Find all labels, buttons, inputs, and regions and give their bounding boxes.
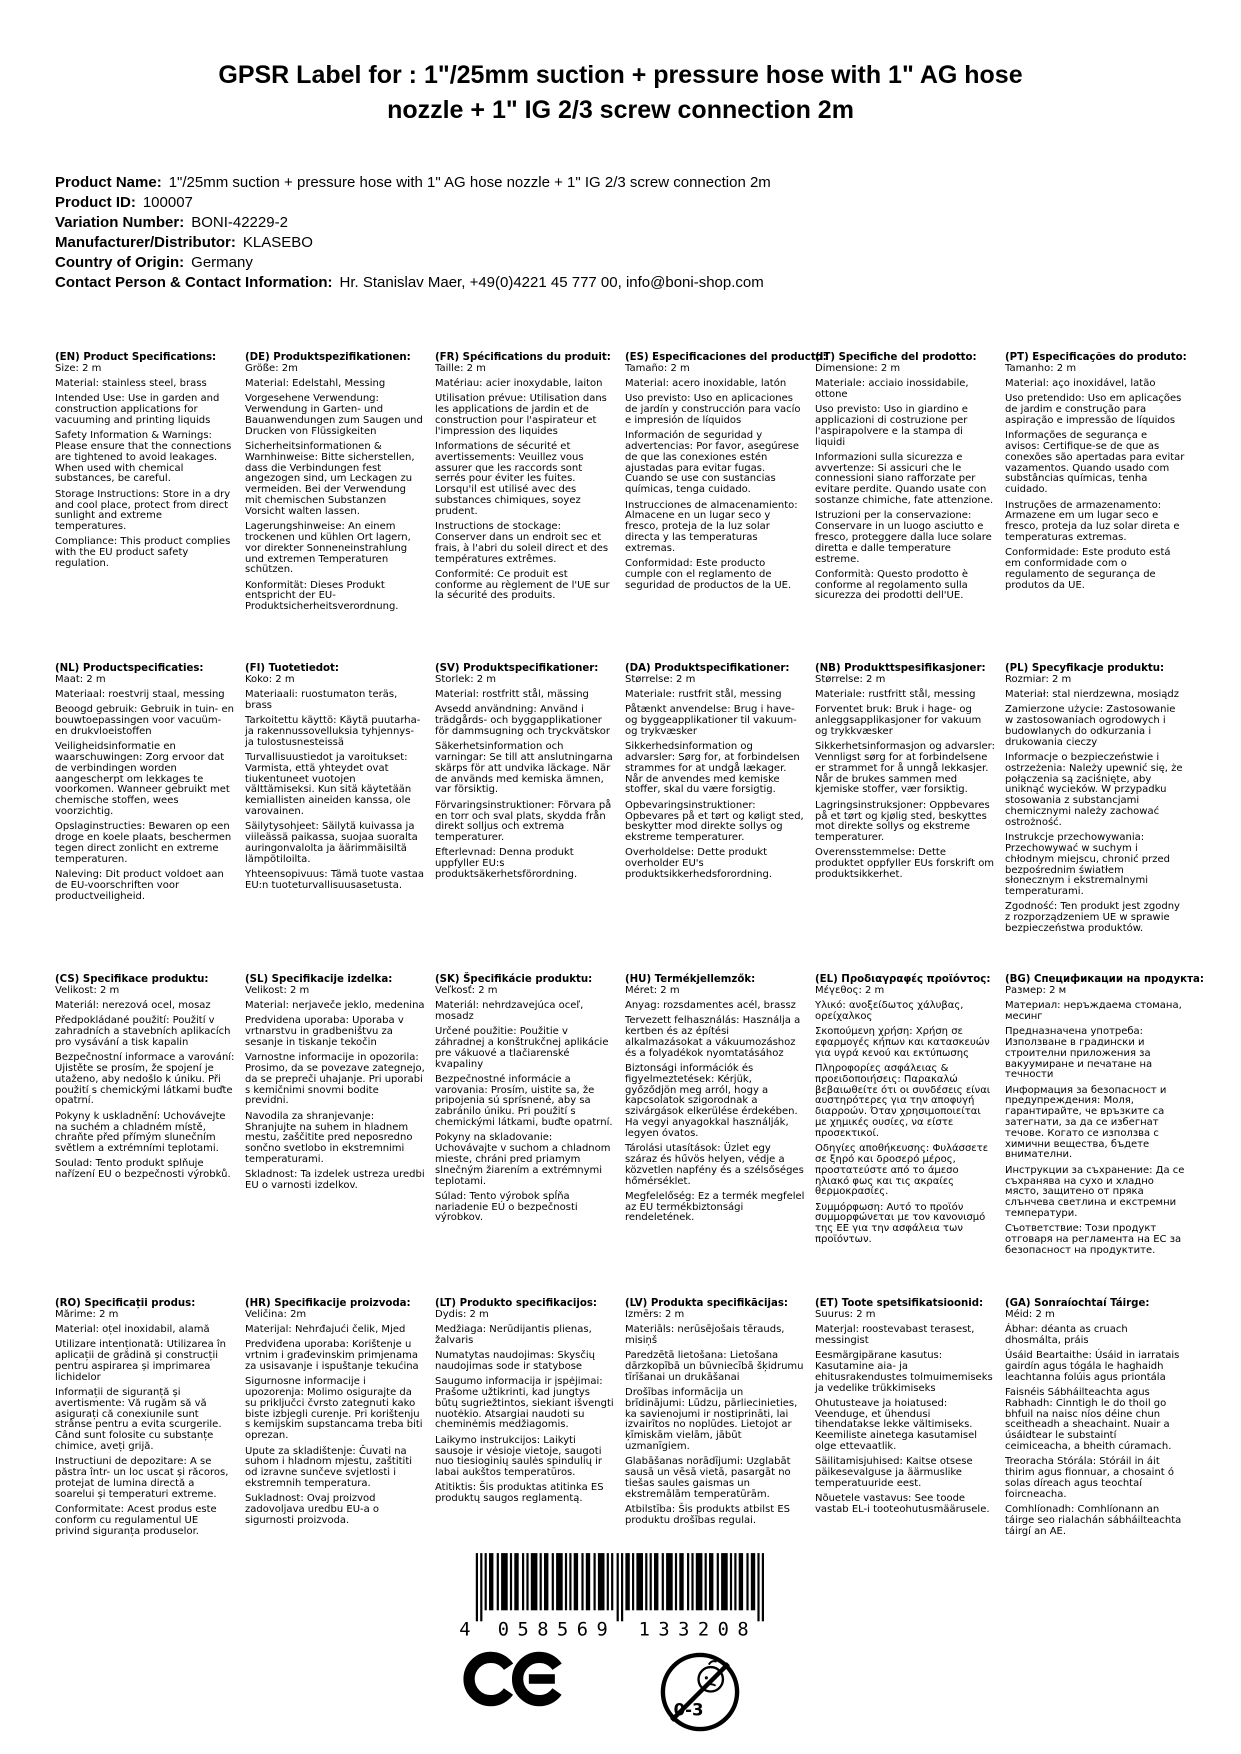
block-paragraph: Opslaginstructies: Bewaren op een droge en koele plaats, beschermen tegen direct zonlicht en extreme temperaturen. bbox=[55, 821, 232, 865]
block-paragraph: Säilytysohjeet: Säilytä kuivassa ja viileässä paikassa, suojaa suoralta auringonvalolta ja äärimmäisiltä lämpötiloilta. bbox=[245, 821, 418, 865]
block-paragraph: Dimensione: 2 m bbox=[815, 362, 901, 374]
block-paragraph: Úsáid Beartaithe: Úsáid in iarratais gairdín agus tógála le haghaidh leachtanna folúis agus priontála bbox=[1005, 1350, 1180, 1383]
product-info bbox=[55, 173, 1186, 293]
block-paragraph: Numatytas naudojimas: Skysčių naudojimas sode ir statybose bbox=[435, 1350, 595, 1372]
block-paragraph: Instructions de stockage: Conserver dans un endroit sec et frais, à l'abri du soleil direct et des températures extrêmes. bbox=[435, 521, 609, 565]
block-paragraph: Zamierzone użycie: Zastosowanie w zastosowaniach ogrodowych i budowlanych do odkurzania i drukowania cieczy bbox=[1005, 704, 1176, 748]
product-id-value: 100007 bbox=[142, 194, 193, 211]
language-block-de bbox=[245, 353, 425, 664]
manufacturer-value: KLASEBO bbox=[242, 234, 313, 251]
block-paragraph: Varnostne informacije in opozorila: Prosimo, da se povezave zategnejo, da se prepreči uhajanje. Pri uporabi s kemičnimi snovmi bodite previdni. bbox=[245, 1052, 425, 1107]
block-header: (NL) Productspecificaties: bbox=[55, 663, 204, 674]
block-paragraph: Storage Instructions: Store in a dry and cool place, protect from direct sunlight and extreme temperatures. bbox=[55, 488, 231, 533]
block-header: (ET) Toote spetsifikatsioonid: bbox=[815, 1298, 984, 1309]
product-name-label: Product Name: bbox=[55, 174, 162, 191]
contact-value: Hr. Stanislav Maer, +49(0)4221 45 777 00, info@boni-shop.com bbox=[339, 274, 764, 291]
language-block-pt bbox=[1005, 353, 1185, 664]
block-paragraph: Laikymo instrukcijos: Laikyti sausoje ir vėsioje vietoje, saugoti nuo tiesioginių saulės spindulių ir labai aukštos temperatūros. bbox=[435, 1434, 603, 1479]
ce-mark-icon bbox=[463, 1651, 567, 1707]
block-paragraph: Material: Edelstahl, Messing bbox=[245, 378, 386, 390]
block-paragraph: Atitiktis: Šis produktas atitinka ES produktų saugos reglamentą. bbox=[435, 1482, 604, 1505]
block-paragraph: Säilitamisjuhised: Kaitse otsese päikesevalguse ja äärmuslike temperatuuride eest. bbox=[815, 1456, 973, 1489]
block-paragraph: Tarkoitettu käyttö: Käytä puutarha- ja rakennussovelluksia tyhjennys- ja tulostusnesteissä bbox=[245, 715, 421, 748]
block-paragraph: Materiaali: ruostumaton teräs, brass bbox=[245, 689, 398, 711]
block-paragraph: Méret: 2 m bbox=[625, 984, 680, 996]
block-paragraph: Intended Use: Use in garden and construction applications for vacuuming and printing liquids bbox=[55, 393, 220, 426]
block-paragraph: Dydis: 2 m bbox=[435, 1308, 489, 1320]
block-paragraph: Μέγεθος: 2 m bbox=[815, 984, 885, 996]
product-name-row bbox=[55, 173, 1186, 193]
block-paragraph: Информация за безопасност и предупреждения: Моля, гарантирайте, че връзките са затегнати, за да се избегнат течове. Когато се използва с химични вещества, бъдете внимателни. bbox=[1005, 1084, 1167, 1161]
block-header: (IT) Specifiche del prodotto: bbox=[815, 352, 977, 363]
block-paragraph: Utilisation prévue: Utilisation dans les applications de jardin et de construction pour l'aspirateur et l'impression des liquides bbox=[435, 393, 607, 437]
language-block-lv bbox=[625, 1299, 805, 1537]
block-paragraph: Materiale: acciaio inossidabile, ottone bbox=[815, 378, 969, 400]
block-paragraph: Navodila za shranjevanje: Shranjujte na suhem in hladnem mestu, zaščitite pred neposredno sončno svetlobo in ekstremnimi temperaturami. bbox=[245, 1110, 413, 1165]
language-block-it bbox=[815, 353, 995, 664]
block-paragraph: Instrucciones de almacenamiento: Almacene en un lugar seco y fresco, proteja de la luz solar directa y las temperaturas extremas. bbox=[625, 499, 798, 554]
block-paragraph: Sikkerhedsinformation og advarsler: Sørg for, at forbindelsen strammes for at undgå lækager. Når de anvendes med kemiske stoffer, skal du være forsigtig. bbox=[625, 741, 800, 796]
block-paragraph: Συμμόρφωση: Αυτό το προϊόν συμμορφώνεται με τον κανονισμό της ΕΕ για την ασφάλεια των προϊόντων. bbox=[815, 1201, 986, 1246]
block-paragraph: Σκοπούμενη χρήση: Χρήση σε εφαρμογές κήπων και κατασκευών για υγρά κενού και εκτύπωσης bbox=[815, 1026, 990, 1059]
block-paragraph: Súlad: Tento výrobok spĺňa nariadenie EÚ o bezpečnosti výrobkov. bbox=[435, 1190, 578, 1224]
block-paragraph: Bezpečnostní informace a varování: Ujistěte se prosím, že spojení je utaženo, aby nedošlo k úniku. Při použití s chemickými látkami buďte opatrní. bbox=[55, 1052, 235, 1107]
block-header: (LV) Produkta specifikācijas: bbox=[625, 1298, 788, 1309]
language-block-fi bbox=[245, 664, 425, 975]
block-paragraph: Safety Information & Warnings: Please ensure that the connections are tightened to avoid leakages. When used with chemical substances, be careful. bbox=[55, 430, 232, 485]
block-header: (ES) Especificaciones del producto: bbox=[625, 352, 827, 363]
block-header: (HR) Specifikacije proizvoda: bbox=[245, 1298, 411, 1309]
block-paragraph: Sukladnost: Ovaj proizvod zadovoljava uredbu EU-a o sigurnosti proizvoda. bbox=[245, 1493, 380, 1526]
variation-number-row bbox=[55, 213, 1186, 233]
language-block-en bbox=[55, 353, 235, 664]
block-paragraph: Medžiaga: Nerūdijantis plienas, žalvaris bbox=[435, 1324, 592, 1346]
block-paragraph: Treoracha Stórála: Stóráil in áit thirim agus fionnuar, a chosaint ó solas díreach agus teochtaí foircneacha. bbox=[1005, 1456, 1175, 1500]
block-paragraph: Pokyny k uskladnění: Uchovávejte na suchém a chladném místě, chraňte před přímým slunečním světlem a extrémními teplotami. bbox=[55, 1110, 226, 1155]
block-paragraph: Méid: 2 m bbox=[1005, 1308, 1055, 1320]
product-id-label: Product ID: bbox=[55, 194, 136, 211]
manufacturer-row bbox=[55, 233, 1186, 253]
block-header: (RO) Specificații produs: bbox=[55, 1298, 196, 1309]
block-paragraph: Materiaal: roestvrij staal, messing bbox=[55, 689, 225, 701]
block-paragraph: Materiál: nerezová ocel, mosaz bbox=[55, 1000, 211, 1012]
block-paragraph: Materiale: rustfritt stål, messing bbox=[815, 689, 976, 701]
block-header: (SL) Specifikacije izdelka: bbox=[245, 974, 393, 985]
language-block-hu bbox=[625, 975, 805, 1299]
block-paragraph: Efterlevnad: Denna produkt uppfyller EU:s produktsäkerhetsförordning. bbox=[435, 847, 578, 881]
language-block-sv bbox=[435, 664, 615, 975]
block-paragraph: Lagringsinstruksjoner: Oppbevares på et tørt og kjølig sted, beskyttes mot direkte sollys og ekstreme temperaturer. bbox=[815, 799, 990, 844]
block-paragraph: Conformité: Ce produit est conforme au règlement de l'UE sur la sécurité des produits. bbox=[435, 568, 610, 602]
block-paragraph: Съответствие: Този продукт отговаря на регламента на ЕС за безопасност на продуктите. bbox=[1005, 1223, 1182, 1256]
block-paragraph: Größe: 2m bbox=[245, 362, 298, 374]
language-block-fr bbox=[435, 353, 615, 664]
block-paragraph: Materiale: rustfrit stål, messing bbox=[625, 689, 782, 701]
block-paragraph: Konformität: Dieses Produkt entspricht der EU-Produktsicherheitsverordnung. bbox=[245, 579, 399, 613]
age-warning-0-3-icon bbox=[659, 1651, 741, 1733]
page-title-line1: GPSR Label for : 1"/25mm suction + pressure hose with 1" AG hose bbox=[218, 61, 1023, 89]
block-paragraph: Storlek: 2 m bbox=[435, 673, 497, 685]
block-paragraph: Material: stainless steel, brass bbox=[55, 378, 207, 390]
barcode bbox=[55, 1553, 1186, 1639]
block-paragraph: Påtænkt anvendelse: Brug i have- og byggeapplikationer til vakuum- og trykvæsker bbox=[625, 704, 797, 737]
block-paragraph: Rozmiar: 2 m bbox=[1005, 673, 1072, 685]
barcode-icon bbox=[456, 1553, 786, 1639]
block-paragraph: Veiligheidsinformatie en waarschuwingen: Zorg ervoor dat de verbindingen worden aangescherpt om lekkages te voorkomen. Wanneer gebruikt met chemische stoffen, wees voorzichtig. bbox=[55, 741, 230, 818]
block-paragraph: Instruções de armazenamento: Armazene em um lugar seco e fresco, proteja da luz solar direta e temperaturas extremas. bbox=[1005, 499, 1180, 543]
block-paragraph: Sicherheitsinformationen & Warnhinweise: Bitte sicherstellen, dass die Verbindungen fest angezogen sind, um Leckagen zu vermeiden. Bei der Verwendung mit chemischen Substanzen Vorsicht walten lassen. bbox=[245, 441, 415, 517]
block-paragraph: Materiał: stal nierdzewna, mosiądz bbox=[1005, 689, 1179, 701]
variation-number-value: BONI-42229-2 bbox=[191, 214, 288, 231]
block-paragraph: Atbilstība: Šis produkts atbilst ES produktu drošības regulai. bbox=[625, 1504, 791, 1526]
language-block-ro bbox=[55, 1299, 235, 1537]
block-paragraph: Paredzētā lietošana: Lietošana dārzkopībā un būvniecībā šķidrumu tīrīšanai un drukāšanai bbox=[625, 1350, 804, 1383]
block-paragraph: Tervezett felhasználás: Használja a kertben és az építési alkalmazásokat a vákuumozáshoz és a folyadékok nyomtatásához bbox=[625, 1015, 801, 1059]
language-block-sl bbox=[245, 975, 425, 1299]
country-of-origin-value: Germany bbox=[191, 254, 253, 271]
block-paragraph: Istruzioni per la conservazione: Conservare in un luogo asciutto e fresco, proteggere dalla luce solare diretta e dalle temperature estreme. bbox=[815, 510, 992, 565]
block-paragraph: Size: 2 m bbox=[55, 362, 102, 374]
block-paragraph: Koko: 2 m bbox=[245, 673, 295, 685]
block-paragraph: Comhlíonadh: Comhlíonann an táirge seo rialachán sábháilteachta táirgí an AE. bbox=[1005, 1504, 1182, 1537]
block-paragraph: Informações de segurança e avisos: Certifique-se de que as conexões são apertadas para evitar vazamentos. Quando usado com substâncias químicas, tenha cuidado. bbox=[1005, 430, 1185, 496]
block-paragraph: Maat: 2 m bbox=[55, 673, 106, 685]
block-paragraph: Material: acero inoxidable, latón bbox=[625, 378, 787, 390]
block-paragraph: Materjal: roostevabast terasest, messingist bbox=[815, 1324, 975, 1346]
page-title-line2: nozzle + 1" IG 2/3 screw connection 2m bbox=[387, 95, 854, 124]
block-paragraph: Uso pretendido: Uso em aplicações de jardim e construção para aspiração e impressão de líquidos bbox=[1005, 393, 1182, 426]
block-paragraph: Beoogd gebruik: Gebruik in tuin- en bouwtoepassingen voor vacuüm- en drukvloeistoffen bbox=[55, 704, 234, 737]
block-header: (CS) Specifikace produktu: bbox=[55, 974, 209, 985]
block-paragraph: Drošības informācija un brīdinājumi: Lūdzu, pārliecinieties, ka savienojumi ir nostiprināti, lai izvairītos no noplūdes. Lietojot ar ķīmiskām vielām, jābūt uzmanīgiem. bbox=[625, 1387, 798, 1453]
block-paragraph: Velikost: 2 m bbox=[55, 984, 120, 996]
block-paragraph: Taille: 2 m bbox=[435, 362, 486, 374]
block-header: (PL) Specyfikacje produktu: bbox=[1005, 663, 1165, 674]
block-paragraph: Størrelse: 2 m bbox=[815, 673, 886, 685]
block-paragraph: Conformità: Questo prodotto è conforme al regolamento sulla sicurezza dei prodotti dell'UE. bbox=[815, 568, 969, 602]
contact-row bbox=[55, 273, 1186, 293]
block-paragraph: Instrukcje przechowywania: Przechowywać w suchym i chłodnym miejscu, chronić przed bezpośrednim światłem słonecznym i ekstremalnymi temperaturami. bbox=[1005, 832, 1171, 898]
block-paragraph: Säkerhetsinformation och varningar: Se till att anslutningarna skärps för att undvika läckage. När de används med kemiska ämnen, var försiktig. bbox=[435, 741, 613, 796]
page-title bbox=[55, 58, 1186, 127]
block-paragraph: Forventet bruk: Bruk i hage- og anleggsapplikasjoner for vakuum og trykkvæsker bbox=[815, 704, 982, 737]
block-paragraph: Materijal: Nehrđajući čelik, Mjed bbox=[245, 1324, 406, 1336]
block-paragraph: Ábhar: déanta as cruach dhosmálta, práis bbox=[1005, 1324, 1128, 1346]
block-paragraph: Faisnéis Sábháilteachta agus Rabhadh: Cinntigh le do thoil go bhfuil na naisc níos déine chun sceitheadh a sheachaint. Nuair a úsáidtear le substaintí ceimiceacha, a bheith cúramach. bbox=[1005, 1387, 1172, 1453]
block-paragraph: Veľkosť: 2 m bbox=[435, 984, 498, 996]
variation-number-label: Variation Number: bbox=[55, 214, 185, 231]
block-paragraph: Predvidena uporaba: Uporaba v vrtnarstvu in gradbeništvu za sesanje in tiskanje tekočin bbox=[245, 1015, 404, 1048]
age-warning-text: 0-3 bbox=[673, 1700, 704, 1720]
block-paragraph: Πληροφορίες ασφάλειας & προειδοποιήσεις: Παρακαλώ βεβαιωθείτε ότι οι συνδέσεις είναι αυστηρότερες για την αποφυγή διαρροών. Όταν χρησιμοποιείται με χημικές ουσίες, να είστε προσεκτικοί. bbox=[815, 1063, 991, 1139]
block-paragraph: Conformidade: Este produto está em conformidade com o regulamento de segurança de produtos da UE. bbox=[1005, 547, 1171, 591]
block-paragraph: Upute za skladištenje: Čuvati na suhom i hladnom mjestu, zaštititi od izravne sunčeve svjetlosti i ekstremnih temperatura. bbox=[245, 1445, 413, 1489]
block-header: (LT) Produkto specifikacijos: bbox=[435, 1298, 597, 1309]
block-paragraph: Материал: неръждаема стомана, месинг bbox=[1005, 1000, 1182, 1022]
block-paragraph: Veličina: 2m bbox=[245, 1308, 307, 1320]
barcode-group2: 133208 bbox=[638, 1620, 749, 1640]
block-paragraph: Sigurnosne informacije i upozorenja: Molimo osigurajte da su priključci čvrsto zategnuti kako biste izbjegli curenje. Pri korištenju s kemijskim supstancama treba biti oprezan. bbox=[245, 1376, 423, 1442]
block-paragraph: Förvaringsinstruktioner: Förvara på en torr och sval plats, skydda från direkt solljus och extrema temperaturer. bbox=[435, 799, 612, 844]
block-paragraph: Izmērs: 2 m bbox=[625, 1308, 685, 1320]
block-paragraph: Material: rostfritt stål, mässing bbox=[435, 689, 589, 701]
block-paragraph: Предназначена употреба: Използване в градински и строителни приложения за вакуумиране и печатане на течности bbox=[1005, 1026, 1153, 1081]
block-paragraph: Anyag: rozsdamentes acél, brassz bbox=[625, 1000, 796, 1012]
block-paragraph: Størrelse: 2 m bbox=[625, 673, 696, 685]
block-paragraph: Suurus: 2 m bbox=[815, 1308, 876, 1320]
language-block-pl bbox=[1005, 664, 1185, 975]
block-paragraph: Sikkerhetsinformasjon og advarsler: Vennligst sørg for at forbindelsene er strammet for å unngå lekkasjer. Når de brukes sammen med kjemiske stoffer, vær forsiktig. bbox=[815, 741, 995, 796]
language-block-da bbox=[625, 664, 805, 975]
block-header: (HU) Termékjellemzők: bbox=[625, 974, 756, 985]
language-block-es bbox=[625, 352, 827, 664]
block-paragraph: Instructiuni de depozitare: A se păstra într- un loc uscat și răcoros, protejat de lumina directă a soarelui și temperaturi extreme. bbox=[55, 1456, 229, 1500]
block-header: (FR) Spécifications du produit: bbox=[435, 352, 611, 363]
block-paragraph: Yhteensopivuus: Tämä tuote vastaa EU:n tuoteturvallisuusasetusta. bbox=[245, 869, 424, 891]
manufacturer-label: Manufacturer/Distributor: bbox=[55, 234, 236, 251]
block-paragraph: Informazioni sulla sicurezza e avvertenze: Si assicuri che le connessioni siano rafforzate per evitare perdite. Quando usate con sostanze chimiche, fate attenzione. bbox=[815, 451, 994, 507]
block-paragraph: Biztonsági információk és figyelmeztetések: Kérjük, győződjön meg arról, hogy a kapcsolatok szigorodnak a szivárgások elkerülése érdekében. Ha vegyi anyagokkal használják, legyen óvatos. bbox=[625, 1063, 798, 1139]
block-paragraph: Vorgesehene Verwendung: Verwendung in Garten- und Bauanwendungen zum Saugen und Drucken von Flüssigkeiten bbox=[245, 393, 423, 437]
language-block-cs bbox=[55, 975, 235, 1299]
country-of-origin-label: Country of Origin: bbox=[55, 254, 185, 271]
block-paragraph: Eesmärgipärane kasutus: Kasutamine aia- ja ehitusrakendustes tolmuimemiseks ja vedelike trükkimiseks bbox=[815, 1350, 993, 1394]
block-header: (FI) Tuotetiedot: bbox=[245, 663, 339, 674]
block-header: (SV) Produktspecifikationer: bbox=[435, 663, 599, 674]
contact-label: Contact Person & Contact Information: bbox=[55, 274, 333, 291]
barcode-digit-left: 4 bbox=[458, 1620, 471, 1640]
block-paragraph: Nõuetele vastavus: See toode vastab EL-i tooteohutusmäärusele. bbox=[815, 1493, 990, 1516]
block-header: (PT) Especificações do produto: bbox=[1005, 352, 1187, 363]
block-paragraph: Velikost: 2 m bbox=[245, 984, 310, 996]
block-paragraph: Informations de sécurité et avertissements: Veuillez vous assurer que les raccords sont serrés pour éviter les fuites. Lorsqu'il est utilisé avec des substances chimiques, soyez prudent. bbox=[435, 441, 584, 517]
block-paragraph: Informații de siguranță și avertismente: Vă rugăm să vă asigurați că conexiunile sunt strânse pentru a evita scurgerile. Când sunt folosite cu substanțe chimice, aveți grijă. bbox=[55, 1387, 222, 1453]
block-paragraph: Инструкции за съхранение: Да се съхранява на сухо и хладно място, защитено от пряка слънчева светлина и екстремни температури. bbox=[1005, 1164, 1185, 1219]
compliance-marks bbox=[463, 1651, 1186, 1733]
block-paragraph: Turvallisuustiedot ja varoitukset: Varmista, että yhteydet ovat tiukentuneet vuotojen välttämiseksi. Kun sitä käytetään kemiallisten aineiden kanssa, ole varovainen. bbox=[245, 752, 412, 818]
block-paragraph: Predviđena uporaba: Korištenje u vrtnim i građevinskim primjenama za usisavanje i ispuštanje tekućina bbox=[245, 1339, 419, 1372]
block-header: (GA) Sonraíochtaí Táirge: bbox=[1005, 1298, 1150, 1309]
block-header: (DA) Produktspecifikationer: bbox=[625, 663, 790, 674]
block-header: (EN) Product Specifications: bbox=[55, 352, 217, 363]
barcode-group1: 058569 bbox=[497, 1620, 608, 1640]
block-paragraph: Naleving: Dit product voldoet aan de EU-voorschriften voor productveiligheid. bbox=[55, 869, 224, 902]
block-paragraph: Conformitate: Acest produs este conform cu regulamentul UE privind siguranța produselor. bbox=[55, 1504, 217, 1537]
block-header: (NB) Produkttspesifikasjoner: bbox=[815, 663, 986, 674]
block-paragraph: Tamanho: 2 m bbox=[1005, 362, 1077, 374]
block-paragraph: Размер: 2 м bbox=[1005, 984, 1067, 996]
product-name-value: 1"/25mm suction + pressure hose with 1" AG hose nozzle + 1" IG 2/3 screw connection 2m bbox=[168, 174, 771, 191]
language-blocks-grid bbox=[55, 352, 1204, 1537]
language-block-nb bbox=[815, 664, 995, 975]
block-paragraph: Skladnost: Ta izdelek ustreza uredbi EU o varnosti izdelkov. bbox=[245, 1169, 425, 1192]
block-paragraph: Zgodność: Ten produkt jest zgodny z rozporządzeniem UE w sprawie bezpieczeństwa produktów. bbox=[1005, 901, 1180, 935]
block-paragraph: Conformidad: Este producto cumple con el reglamento de seguridad de productos de la UE. bbox=[625, 558, 792, 591]
block-paragraph: Tamaño: 2 m bbox=[625, 362, 690, 374]
block-paragraph: Lagerungshinweise: An einem trockenen und kühlen Ort lagern, vor direkter Sonneneinstrahlung und extremen Temperaturen schützen. bbox=[245, 521, 411, 576]
product-id-row bbox=[55, 193, 1186, 213]
block-paragraph: Určené použitie: Použitie v záhradnej a konštrukčnej aplikácie pre vákuové a tlačiarenské kvapaliny bbox=[435, 1026, 609, 1070]
block-paragraph: Ohutusteave ja hoiatused: Veenduge, et ühendusi tihendatakse lekke vältimiseks. Keemiliste ainetega kasutamisel olge ettevaatlik. bbox=[815, 1397, 978, 1453]
block-paragraph: Utilizare intenționată: Utilizarea în aplicații de grădină și construcții pentru aspirarea și imprimarea lichidelor bbox=[55, 1339, 227, 1383]
language-block-bg bbox=[1005, 974, 1204, 1299]
language-block-et bbox=[815, 1299, 995, 1537]
block-paragraph: Overholdelse: Dette produkt overholder EU's produktsikkerhedsforordning. bbox=[625, 847, 773, 881]
language-block-nl bbox=[55, 664, 235, 975]
block-paragraph: Matériau: acier inoxydable, laiton bbox=[435, 378, 603, 390]
block-paragraph: Material: oțel inoxidabil, alamă bbox=[55, 1324, 210, 1336]
block-paragraph: Glabāšanas norādījumi: Uzglabāt sausā un vēsā vietā, pasargāt no tiešas saules gaismas un ekstremālām temperatūrām. bbox=[625, 1456, 791, 1500]
block-header: (SK) Špecifikácie produktu: bbox=[435, 974, 593, 985]
block-paragraph: Megfelelőség: Ez a termék megfelel az EU termékbiztonsági rendeletének. bbox=[625, 1190, 805, 1224]
block-header: (BG) Спецификации на продукта: bbox=[1005, 974, 1204, 985]
block-paragraph: Materiál: nehrdzavejúca oceľ, mosadz bbox=[435, 1000, 584, 1022]
block-paragraph: Οδηγίες αποθήκευσης: Φυλάσσετε σε ξηρό και δροσερό μέρος, προστατεύστε από το άμεσο ηλιακό φως και τις ακραίες θερμοκρασίες. bbox=[815, 1143, 989, 1198]
block-paragraph: Información de seguridad y advertencias: Por favor, asegúrese de que las conexiones estén ajustadas para evitar fugas. Cuando se use con sustancias químicas, tenga cuidado. bbox=[625, 430, 800, 496]
block-paragraph: Materiāls: nerūsējošais tērauds, misiņš bbox=[625, 1324, 785, 1346]
language-block-sk bbox=[435, 975, 615, 1299]
block-paragraph: Mărime: 2 m bbox=[55, 1308, 119, 1320]
language-block-ga bbox=[1005, 1299, 1185, 1537]
block-paragraph: Opbevaringsinstruktioner: Opbevares på et tørt og køligt sted, beskytter mod direkte sollys og ekstreme temperaturer. bbox=[625, 799, 804, 844]
block-paragraph: Saugumo informacija ir įspėjimai: Prašome užtikrinti, kad jungtys būtų sugriežtintos, siekiant išvengti nuotėkio. Atsargiai naudoti su cheminėmis medžiagomis. bbox=[435, 1376, 614, 1431]
language-block-lt bbox=[435, 1299, 615, 1537]
block-paragraph: Compliance: This product complies with the EU product safety regulation. bbox=[55, 536, 231, 570]
block-header: (EL) Προδιαγραφές προϊόντος: bbox=[815, 974, 991, 985]
block-paragraph: Υλικό: ανοξείδωτος χάλυβας, ορείχαλκος bbox=[815, 1000, 964, 1022]
language-block-hr bbox=[245, 1299, 425, 1537]
block-paragraph: Material: aço inoxidável, latão bbox=[1005, 378, 1156, 390]
block-paragraph: Uso previsto: Uso in giardino e applicazioni di costruzione per l'aspirapolvere e la stampa di liquidi bbox=[815, 404, 968, 448]
block-paragraph: Bezpečnostné informácie a varovania: Prosím, uistite sa, že pripojenia sú sprísnené, aby sa zabránilo úniku. Pri použití s chemickými látkami, buďte opatrní. bbox=[435, 1073, 613, 1129]
block-paragraph: Uso previsto: Uso en aplicaciones de jardín y construcción para vacío e impresión de líquidos bbox=[625, 393, 801, 426]
block-paragraph: Pokyny na skladovanie: Uchovávajte v suchom a chladnom mieste, chráni pred priamym slnečným žiarením a extrémnymi teplotami. bbox=[435, 1132, 611, 1187]
block-header: (DE) Produktspezifikationen: bbox=[245, 352, 411, 363]
block-paragraph: Material: nerjaveče jeklo, medenina bbox=[245, 1000, 425, 1012]
block-paragraph: Overensstemmelse: Dette produktet oppfyller EUs forskrift om produktsikkerhet. bbox=[815, 847, 995, 881]
block-paragraph: Soulad: Tento produkt splňuje nařízení EU o bezpečnosti výrobků. bbox=[55, 1158, 231, 1181]
country-of-origin-row bbox=[55, 253, 1186, 273]
block-paragraph: Tárolási utasítások: Üzlet egy száraz és hűvös helyen, védje a közvetlen napfény és a szélsőséges hőmérséklet. bbox=[625, 1143, 804, 1187]
language-block-el bbox=[815, 975, 995, 1299]
block-paragraph: Informacje o bezpieczeństwie i ostrzeżenia: Należy upewnić się, że połączenia są zaciśnięte, aby uniknąć wycieków. W przypadku stosowania z substancjami chemicznymi należy zachować ostrożność. bbox=[1005, 752, 1183, 828]
block-paragraph: Avsedd användning: Använd i trädgårds- och byggapplikationer för dammsugning och tryckvätskor bbox=[435, 704, 610, 737]
block-paragraph: Předpokládané použití: Použití v zahradních a stavebních aplikacích pro vysávání a tisk kapalin bbox=[55, 1015, 231, 1048]
